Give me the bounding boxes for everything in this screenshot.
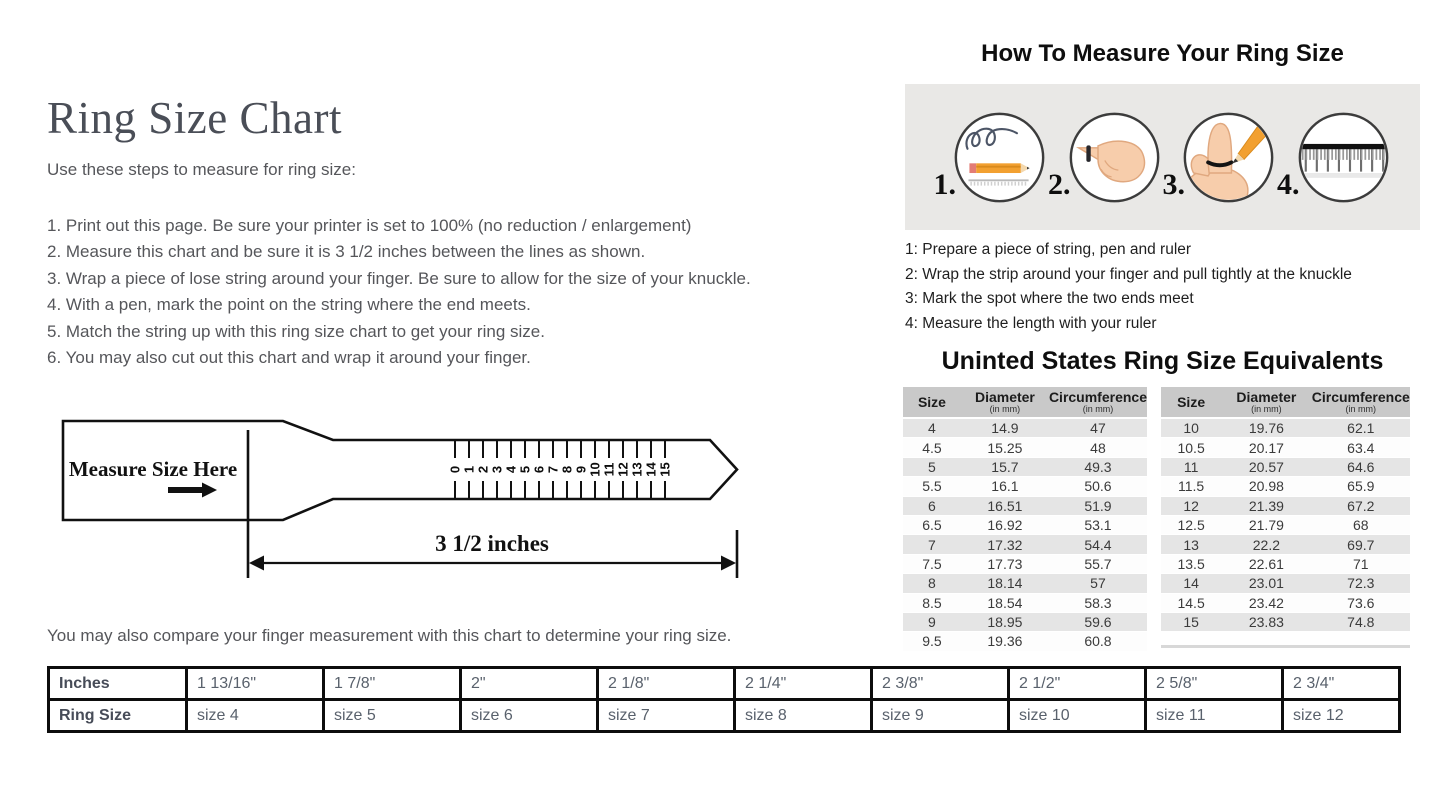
table-cell: 62.1 [1312, 418, 1410, 438]
table-cell: 15 [1161, 612, 1221, 631]
table-cell: 10 [1161, 418, 1221, 438]
table-row [903, 632, 1147, 651]
table-cell: 57 [1049, 574, 1147, 593]
table-cell: 8.5 [903, 593, 961, 612]
table-cell: 17.32 [961, 535, 1049, 554]
step-item: 1. Print out this page. Be sure your printer is set to 100% (no reduction / enlargement) [47, 216, 692, 235]
table-cell: 2 1/4" [735, 668, 872, 700]
how-to-measure-title: How To Measure Your Ring Size [981, 40, 1344, 67]
sizer-tick-label: 11 [601, 462, 617, 477]
table-row [1161, 438, 1410, 457]
measuring-steps-list [47, 213, 751, 371]
table-cell: 21.39 [1221, 496, 1311, 515]
table-row [1161, 554, 1410, 573]
table-cell: size 8 [735, 700, 872, 732]
table-cell: 2 3/4" [1283, 668, 1400, 700]
table-cell: 17.73 [961, 554, 1049, 573]
step-item: 3. Wrap a piece of lose string around your finger. Be sure to allow for the size of your knuckle. [47, 268, 751, 288]
table-cell: 2 1/8" [598, 668, 735, 700]
table-cell: 73.6 [1312, 593, 1410, 612]
compare-note: You may also compare your finger measurement with this chart to determine your ring size. [47, 626, 732, 645]
us-ring-size-table-left [903, 387, 1147, 652]
illustration-step-3 [1163, 109, 1278, 206]
string-around-finger-icon [1066, 109, 1163, 206]
table-cell: 63.4 [1312, 438, 1410, 457]
sizer-tick-label: 2 [475, 465, 491, 474]
table-cell: 58.3 [1049, 593, 1147, 612]
table-row [49, 700, 1400, 732]
table-row [49, 668, 1400, 700]
table-cell: size 11 [1146, 700, 1283, 732]
table-cell: 20.57 [1221, 457, 1311, 476]
table-row [1161, 515, 1410, 534]
instruction-item: 1: Prepare a piece of string, pen and ruler [905, 241, 1192, 258]
table-cell: 14.5 [1161, 593, 1221, 612]
table-row [903, 593, 1147, 612]
table-cell: 14 [1161, 574, 1221, 593]
table-cell: 68 [1312, 515, 1410, 534]
table-cell: 60.8 [1049, 632, 1147, 651]
sizer-tick-label: 3 [489, 465, 505, 474]
table-cell: 20.17 [1221, 438, 1311, 457]
us-table-right-wrap [1161, 387, 1410, 648]
table-cell: 47 [1049, 418, 1147, 438]
table-header-row [1161, 387, 1410, 418]
table-row [1161, 535, 1410, 554]
how-to-measure-illustration [905, 84, 1420, 230]
table-cell: 13 [1161, 535, 1221, 554]
illustration-step-4 [1277, 109, 1392, 206]
table-cell: 9 [903, 612, 961, 631]
table-cell: 15.25 [961, 438, 1049, 457]
step-number: 3. [1162, 167, 1185, 201]
dimension-label: 3 1/2 inches [435, 531, 549, 556]
illustration-step-2 [1048, 109, 1163, 206]
inches-to-ring-size-table [47, 666, 1401, 733]
table-body [1161, 418, 1410, 632]
table-cell: Inches [49, 668, 187, 700]
table-cell: 16.92 [961, 515, 1049, 534]
table-cell: 55.7 [1049, 554, 1147, 573]
table-cell: 7 [903, 535, 961, 554]
table-cell: size 12 [1283, 700, 1400, 732]
how-to-instructions [905, 241, 1425, 339]
table-cell: 64.6 [1312, 457, 1410, 476]
instruction-item: 4: Measure the length with your ruler [905, 314, 1157, 332]
table-cell: 5 [903, 457, 961, 476]
column-header-diameter: Diameter (in mm) [1221, 387, 1311, 418]
table-cell: 69.7 [1312, 535, 1410, 554]
table-cell: 4 [903, 418, 961, 438]
table-cell: 11 [1161, 457, 1221, 476]
table-header [903, 387, 1147, 418]
table-cell: 15.7 [961, 457, 1049, 476]
dimension-arrow-right-icon [721, 556, 736, 571]
table-cell: 67.2 [1312, 496, 1410, 515]
table-cell: 18.95 [961, 612, 1049, 631]
table-cell: 1 13/16" [187, 668, 324, 700]
table-cell: 22.61 [1221, 554, 1311, 573]
us-ring-size-equivalents-title: Uninted States Ring Size Equivalents [941, 347, 1384, 375]
table-row [903, 515, 1147, 534]
table-cell: size 5 [324, 700, 461, 732]
table-cell: 4.5 [903, 438, 961, 457]
sizer-tick-label: 0 [447, 465, 463, 474]
instruction-item: 3: Mark the spot where the two ends meet [905, 290, 1194, 308]
table-cell: 23.01 [1221, 574, 1311, 593]
step-item: 5. Match the string up with this ring size chart to get your ring size. [47, 321, 545, 341]
table-cell: 13.5 [1161, 554, 1221, 573]
us-ring-size-tables [903, 387, 1410, 648]
table-cell: 19.76 [1221, 418, 1311, 438]
sizer-tick-label: 14 [643, 462, 659, 477]
table-cell: 51.9 [1049, 496, 1147, 515]
column-header-size: Size [903, 387, 961, 418]
step-item: 2. Measure this chart and be sure it is 3 1/2 inches between the lines as shown. [47, 242, 646, 262]
mark-string-pencil-icon [1180, 109, 1277, 206]
table-cell: 65.9 [1312, 477, 1410, 496]
table-row [1161, 457, 1410, 476]
table-cell: 2 1/2" [1009, 668, 1146, 700]
column-header-circumference: Circumference (in mm) [1312, 387, 1410, 418]
table-cell: 50.6 [1049, 477, 1147, 496]
measure-size-here-label: Measure Size Here [68, 457, 238, 481]
sizer-tick-label: 5 [517, 465, 533, 474]
us-table-left-wrap [903, 387, 1147, 648]
step-number: 1. [933, 167, 956, 201]
table-cell: 18.14 [961, 574, 1049, 593]
table-cell: size 10 [1009, 700, 1146, 732]
sizer-tick-label: 13 [629, 462, 645, 477]
table-row [903, 496, 1147, 515]
table-row [903, 554, 1147, 573]
table-cell: 23.83 [1221, 612, 1311, 631]
sizer-tick-label: 4 [503, 465, 519, 474]
table-cell: 49.3 [1049, 457, 1147, 476]
table-cell: 72.3 [1312, 574, 1410, 593]
page-title: Ring Size Chart [47, 93, 342, 143]
step-item: 4. With a pen, mark the point on the string where the end meets. [47, 295, 531, 315]
table-cell: 59.6 [1049, 612, 1147, 631]
table-body [903, 418, 1147, 651]
table-cell: 8 [903, 574, 961, 593]
table-cell: size 4 [187, 700, 324, 732]
table-cell: 48 [1049, 438, 1147, 457]
table-cell: 23.42 [1221, 593, 1311, 612]
table-cell: 5.5 [903, 477, 961, 496]
table-cell: 9.5 [903, 632, 961, 651]
table-header [1161, 387, 1410, 418]
dimension-arrow-left-icon [249, 556, 264, 571]
table-row [903, 438, 1147, 457]
column-header-circumference: Circumference (in mm) [1049, 387, 1147, 418]
table-row [1161, 496, 1410, 515]
string-pen-ruler-icon [951, 109, 1048, 206]
sizer-tick-label: 1 [461, 465, 477, 474]
sizer-tick-label: 9 [573, 465, 589, 474]
sizer-tick-label: 6 [531, 465, 547, 474]
ruler-icon [1295, 109, 1392, 206]
step-number: 4. [1277, 167, 1300, 201]
table-cell: 12.5 [1161, 515, 1221, 534]
table-row [1161, 477, 1410, 496]
sizer-tick-label: 15 [657, 462, 673, 477]
table-row [1161, 612, 1410, 631]
table-cell: Ring Size [49, 700, 187, 732]
table-cell: 14.9 [961, 418, 1049, 438]
sizer-tick-label: 10 [587, 462, 603, 477]
illustration-step-1 [934, 109, 1049, 206]
sizer-tick-label: 12 [615, 462, 631, 477]
table-row [903, 418, 1147, 438]
table-cell: 21.79 [1221, 515, 1311, 534]
table-cell: 16.1 [961, 477, 1049, 496]
sizer-tick-label: 7 [545, 465, 561, 474]
table-cell: 22.2 [1221, 535, 1311, 554]
step-item: 6. You may also cut out this chart and wrap it around your finger. [47, 348, 531, 368]
table-cell: 16.51 [961, 496, 1049, 515]
table-row [1161, 593, 1410, 612]
table-row [1161, 574, 1410, 593]
ring-sizer-diagram [40, 405, 760, 605]
table-cell: 20.98 [1221, 477, 1311, 496]
instruction-item: 2: Wrap the strip around your finger and pull tightly at the knuckle [905, 265, 1352, 283]
table-cell: 11.5 [1161, 477, 1221, 496]
table-row [903, 535, 1147, 554]
table-row [1161, 418, 1410, 438]
step-number: 2. [1048, 167, 1071, 201]
table-cell: 12 [1161, 496, 1221, 515]
table-cell: 74.8 [1312, 612, 1410, 631]
table-cell: 6 [903, 496, 961, 515]
table-header-row [903, 387, 1147, 418]
table-cell: 2" [461, 668, 598, 700]
table-cell: 10.5 [1161, 438, 1221, 457]
column-header-diameter: Diameter (in mm) [961, 387, 1049, 418]
table-cell: size 6 [461, 700, 598, 732]
us-ring-size-table-right [1161, 387, 1410, 632]
table-cell: 53.1 [1049, 515, 1147, 534]
table-cell: 2 5/8" [1146, 668, 1283, 700]
table-cell: 1 7/8" [324, 668, 461, 700]
table-cell: 19.36 [961, 632, 1049, 651]
table-cell: 7.5 [903, 554, 961, 573]
table-cell: 71 [1312, 554, 1410, 573]
table-body [49, 668, 1400, 732]
table-cell: size 9 [872, 700, 1009, 732]
table-cell: 2 3/8" [872, 668, 1009, 700]
sizer-tick-label: 8 [559, 465, 575, 474]
column-header-size: Size [1161, 387, 1221, 418]
table-row [903, 477, 1147, 496]
table-row [903, 457, 1147, 476]
table-cell: size 7 [598, 700, 735, 732]
table-cell: 18.54 [961, 593, 1049, 612]
table-row [903, 612, 1147, 631]
table-cell: 54.4 [1049, 535, 1147, 554]
intro-text: Use these steps to measure for ring size: [47, 160, 356, 179]
table-cell: 6.5 [903, 515, 961, 534]
table-row [903, 574, 1147, 593]
